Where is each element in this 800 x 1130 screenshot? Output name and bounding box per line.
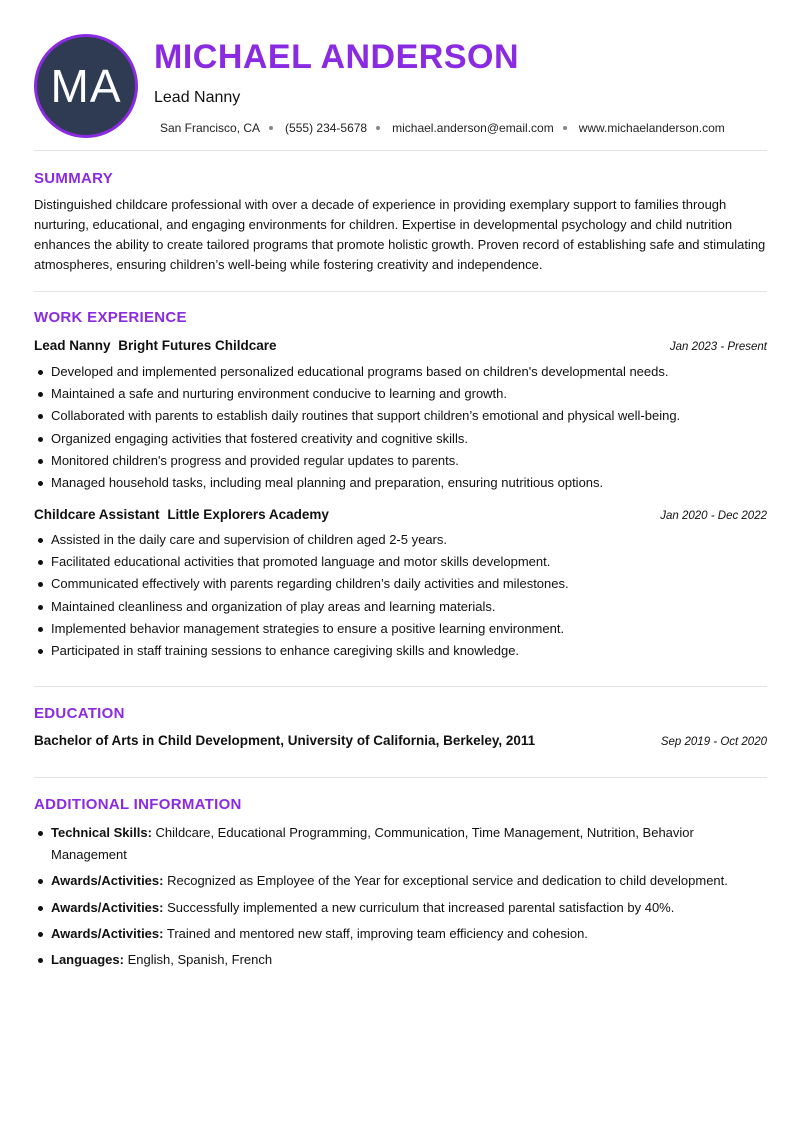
divider [34,150,767,151]
separator-dot [563,126,567,130]
avatar-initials: MA [50,60,122,112]
job-role: Lead Nanny [34,338,111,353]
job-bullets [34,529,767,662]
item-value: Trained and mentored new staff, improving team efficiency and cohesion. [166,925,588,941]
item-value: Childcare, Educational Programming, Communication, Time Management, Nutrition, Behavior Management [51,825,694,863]
item-value: Recognized as Employee of the Year for exceptional service and dedication to child development. [167,873,728,889]
separator-dot [269,126,273,130]
job-company: Bright Futures Childcare [118,338,277,353]
list-item: Monitored children's progress and provided regular updates to parents. [34,450,767,472]
divider [34,686,767,687]
education-entry [34,733,767,748]
list-item [34,897,767,919]
list-item: Implemented behavior management strategies to ensure a positive learning environment. [34,618,767,640]
item-key: Technical Skills: [51,825,152,840]
avatar [34,34,138,138]
item-value: English, Spanish, French [127,952,273,968]
list-item: Managed household tasks, including meal planning and preparation, ensuring nutritious options. [34,472,767,494]
candidate-name: MICHAEL ANDERSON [154,38,520,76]
list-item [34,822,767,866]
job-header [34,507,767,522]
additional-information-list [34,822,767,975]
list-item [34,923,767,945]
education-heading: EDUCATION [34,705,125,722]
divider [34,291,767,292]
job-title-line [34,507,329,522]
contact-email[interactable]: michael.anderson@email.com [392,121,554,135]
contact-phone: (555) 234-5678 [285,121,368,135]
contact-bar [160,121,725,135]
list-item: Maintained a safe and nurturing environment conducive to learning and growth. [34,383,767,405]
divider [34,777,767,778]
job-company: Little Explorers Academy [167,507,329,522]
list-item: Maintained cleanliness and organization of play areas and learning materials. [34,596,767,618]
additional-information-heading: ADDITIONAL INFORMATION [34,796,242,813]
list-item: Communicated effectively with parents regarding children’s daily activities and milestones. [34,573,767,595]
item-key: Awards/Activities: [51,899,164,915]
item-key: Awards/Activities: [51,925,164,941]
list-item: Facilitated educational activities that promoted language and motor skills development. [34,551,767,573]
work-experience-heading: WORK EXPERIENCE [34,309,187,326]
education-degree: Bachelor of Arts in Child Development, University of California, Berkeley, 2011 [34,733,536,748]
job-title-line [34,338,277,353]
candidate-role: Lead Nanny [154,89,241,106]
item-key: Languages: [51,952,124,968]
list-item: Assisted in the daily care and supervision of children aged 2-5 years. [34,529,767,551]
item-value: Successfully implemented a new curriculum that increased parental satisfaction by 40%. [167,899,675,915]
job-dates: Jan 2023 - Present [669,341,767,353]
list-item: Developed and implemented personalized educational programs based on children's developmental needs. [34,361,767,383]
list-item: Collaborated with parents to establish daily routines that support children’s emotional and physical well-being. [34,405,767,427]
contact-location: San Francisco, CA [160,121,261,135]
list-item: Organized engaging activities that fostered creativity and cognitive skills. [34,428,767,450]
summary-heading: SUMMARY [34,170,114,187]
item-key: Awards/Activities: [51,873,164,889]
list-item [34,870,767,892]
education-dates: Sep 2019 - Oct 2020 [660,736,767,748]
job-bullets [34,361,767,494]
job-role: Childcare Assistant [34,507,160,522]
contact-website[interactable]: www.michaelanderson.com [578,121,725,135]
job-dates: Jan 2020 - Dec 2022 [660,510,767,522]
separator-dot [376,126,380,130]
summary-text: Distinguished childcare professional with over a decade of experience in providing exemplary support to families through nurturing, educational, and engaging environments for children. Expertise in developmental psychology and child nutrition enhances the ability to create tailored programs that promote holistic growth. Proven record of establishing safe and stimulating atmospheres, ensuring children’s well-being while fostering creativity and independence. [34,197,766,272]
job-header [34,338,767,353]
list-item [34,949,767,971]
list-item: Participated in staff training sessions to enhance caregiving skills and knowledge. [34,640,767,662]
